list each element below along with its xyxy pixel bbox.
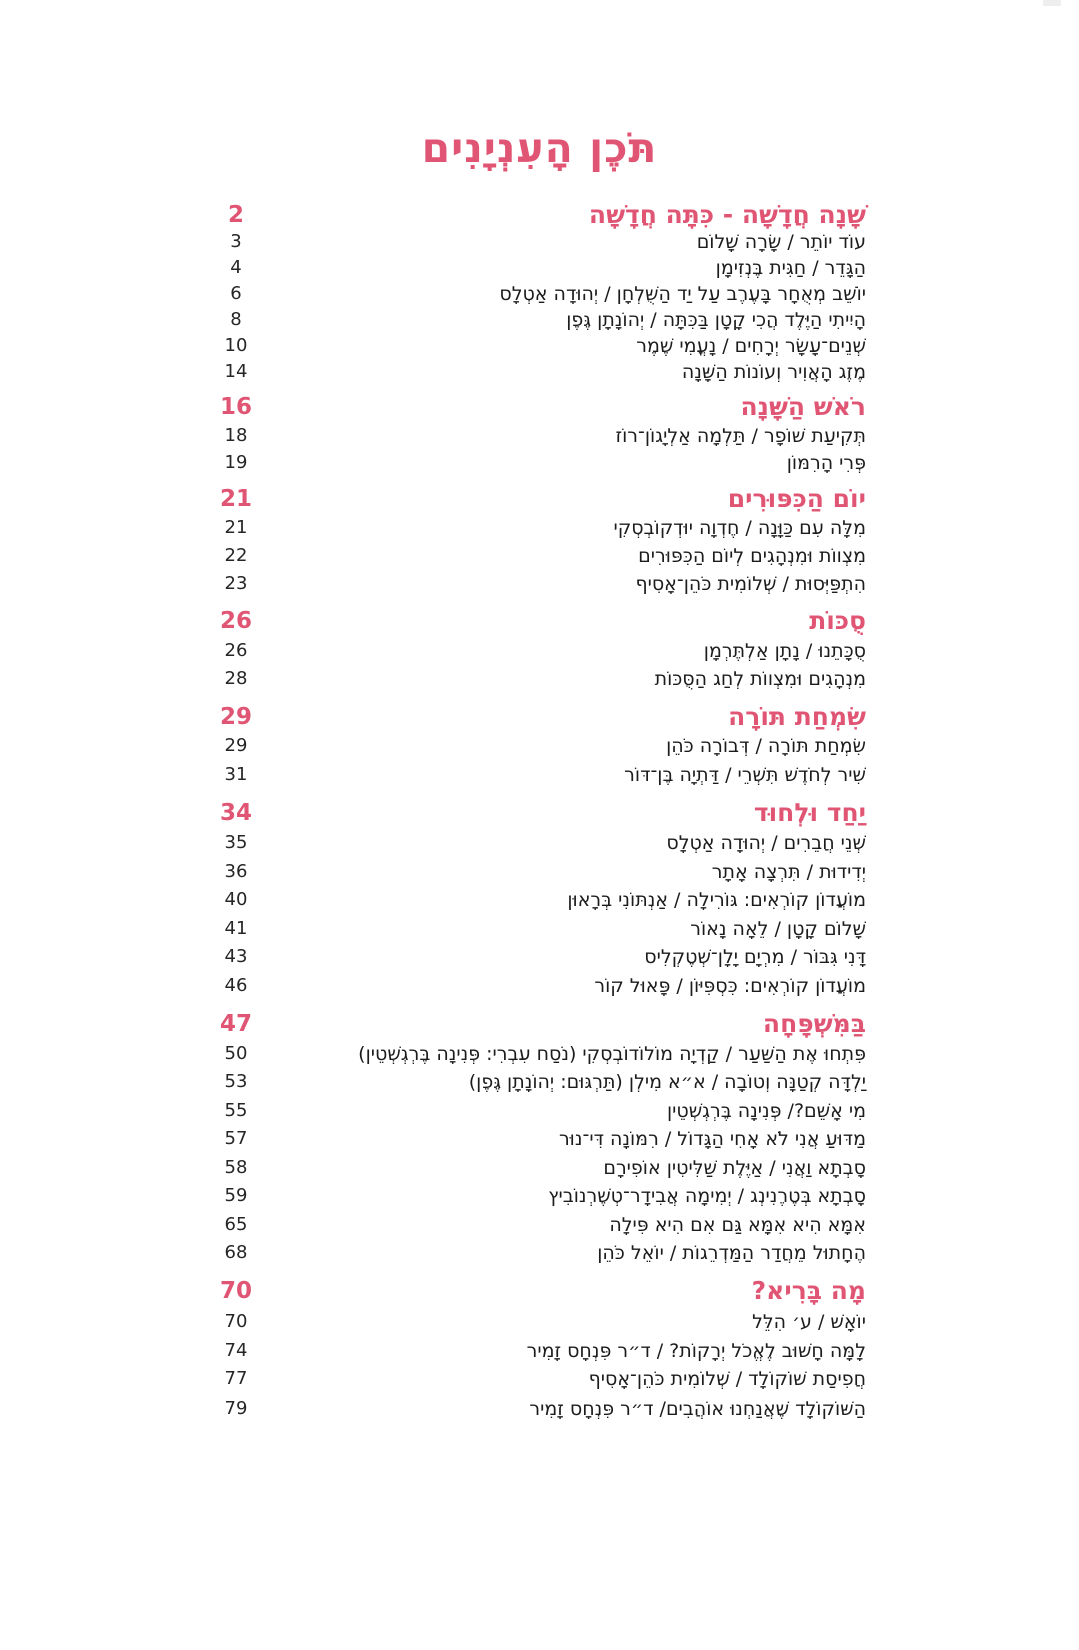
toc-entry-row (0, 885, 1079, 915)
toc-entry-row (0, 664, 1079, 694)
toc-entry-row (0, 357, 1079, 387)
entry-page-number: 23 (224, 573, 248, 594)
entry-title: הַשּׁוֹקוֹלָד שֶׁאֲנַחְנוּ אוֹהֲבִים/ ד״ר פִּנְחָס זָמִיר (529, 1398, 866, 1420)
entry-title: מוֹעֲדוֹן קוֹרְאִים: גּוֹרִילָה / אַנְתּוֹנִי בְּרָאוּן (567, 889, 866, 911)
entry-title: הָיִיתִי הַיֶּלֶד הֲכִי קָטָן בַּכִּתָּה / יְהוֹנָתָן גֶּפֶן (566, 309, 866, 331)
toc-entry-row (0, 541, 1079, 571)
toc-entry-row (0, 1039, 1079, 1069)
section-title: יַחַד וּלְחוּד (753, 798, 866, 827)
section-page-number: 34 (219, 800, 252, 826)
entry-title: שָׁלוֹם קָטָן / לֵאָה נָאוֹר (690, 918, 866, 940)
entry-title: שְׁנֵים־עָשָׂר יְרָחִים / נָעֳמִי שֶׁמֶר (636, 335, 866, 357)
entry-title: לָמָּה חָשׁוּב לֶאֱכֹל יְרָקוֹת? / ד״ר פִּנְחָס זָמִיר (526, 1340, 866, 1362)
entry-page-number: 68 (224, 1242, 248, 1263)
entry-page-number: 40 (224, 889, 248, 910)
entry-title: מִי אָשֵׁם?/ פְּנִינָה בֶּרְגְשְׁטֵין (666, 1100, 866, 1122)
entry-title: מִלָּה עִם כַּוָּנָה / חֶדְוָה יוּדְקוֹבְסְקִי (613, 517, 866, 539)
entry-title: הִתְפַּיְּסוּת / שְׁלוֹמִית כֹּהֵן־אָסִיף (635, 573, 866, 595)
toc-entry-row (0, 828, 1079, 858)
section-page-number: 16 (219, 394, 252, 420)
entry-page-number: 22 (224, 545, 248, 566)
section-title: שִׂמְחַת תּוֹרָה (728, 702, 866, 731)
entry-page-number: 70 (224, 1311, 248, 1332)
toc-entry-row (0, 1336, 1079, 1366)
entry-title: יוֹאָשׁ / ע׳ הִלֵּל (752, 1311, 866, 1333)
entry-page-number: 35 (224, 832, 248, 853)
entry-page-number: 41 (224, 918, 248, 939)
entry-page-number: 3 (230, 231, 242, 252)
entry-page-number: 65 (224, 1214, 248, 1235)
toc-entry-row (0, 448, 1079, 478)
entry-title: דָּנִי גִּבּוֹר / מִרְיָם יָלָן־שְׁטֶקְלִיס (644, 946, 866, 968)
entry-page-number: 55 (224, 1100, 248, 1121)
entry-page-number: 14 (224, 361, 248, 382)
entry-title: סֻכָּתֵנוּ / נָתָן אַלְתֶּרְמָן (703, 640, 866, 662)
section-page-number: 26 (219, 608, 252, 634)
entry-title: שִׂמְחַת תּוֹרָה / דְּבוֹרָה כֹּהֵן (666, 735, 866, 757)
entry-title: יוֹשֵׁב מְאֻחָר בָּעֶרֶב עַל יַד הַשֻּׁלְחָן / יְהוּדָה אַטְלָס (499, 283, 866, 305)
section-heading-row (0, 606, 1079, 636)
entry-page-number: 36 (224, 861, 248, 882)
toc-entry-row (0, 636, 1079, 666)
entry-page-number: 46 (224, 975, 248, 996)
entry-title: פְּרִי הָרִמּוֹן (786, 452, 866, 474)
entry-title: שִׁיר לְחֹדֶשׁ תִּשְׁרֵי / דַּתְיָה בֶּן־דּוֹר (624, 764, 866, 786)
entry-page-number: 8 (230, 309, 242, 330)
page-title: תֹּכֶן הָעִנְיָנִים (421, 124, 658, 172)
entry-title: הַגָּדֵר / חַגִּית בֶּנְזִימָן (715, 257, 866, 279)
section-page-number: 29 (219, 704, 252, 730)
section-title: סֻכּוֹת (809, 606, 866, 635)
section-title: יוֹם הַכִּפּוּרִים (727, 484, 866, 513)
entry-page-number: 4 (230, 257, 242, 278)
entry-page-number: 53 (224, 1071, 248, 1092)
entry-page-number: 59 (224, 1185, 248, 1206)
entry-title: יַלְדָּה קְטַנָּה וְטוֹבָה / א״א מִילְן (תַּרְגּוּם: יְהוֹנָתָן גֶּפֶן) (468, 1071, 866, 1093)
section-heading-row (0, 1009, 1079, 1039)
entry-title: מוֹעֲדוֹן קוֹרְאִים: כִּסְפִּיּוֹן / פָּאוּל קוֹר (594, 975, 866, 997)
entry-title: סָבְתָא וַאֲנִי / אַיֶּלֶת שַׁלִּיטִין אוֹפִירָם (603, 1157, 866, 1179)
entry-title: הֶחָתוּל מֵחֲדַר הַמַּדְרֵגוֹת / יוֹאֵל כֹּהֵן (597, 1242, 866, 1264)
toc-entry-row (0, 1096, 1079, 1126)
section-title: שָׁנָה חֲדָשָׁה - כִּתָּה חֲדָשָׁה (588, 200, 866, 229)
entry-page-number: 43 (224, 946, 248, 967)
toc-entry-row (0, 731, 1079, 761)
section-page-number: 21 (219, 486, 252, 512)
toc-entry-row (0, 421, 1079, 451)
toc-entry-row (0, 857, 1079, 887)
toc-entry-row (0, 1124, 1079, 1154)
section-heading-row (0, 392, 1079, 422)
section-title: בַּמִּשְׁפָּחָה (762, 1009, 866, 1038)
entry-page-number: 6 (230, 283, 242, 304)
entry-page-number: 18 (224, 425, 248, 446)
entry-page-number: 58 (224, 1157, 248, 1178)
toc-entry-row (0, 914, 1079, 944)
entry-title: סָבְתָא בְּטֶרֶנִינְג / יְמִימָה אֲבִידָר־טְשֶׁרְנוֹבִיץ (548, 1185, 866, 1207)
entry-page-number: 57 (224, 1128, 248, 1149)
entry-title: פִּתְחוּ אֶת הַשַּׁעַר / קַדְיָה מוֹלוֹדוֹבְסְקִי (נֹסַח עִבְרִי: פְּנִינָה בֶּרְגְשְׁטֵין) (358, 1043, 866, 1065)
toc-entry-row (0, 569, 1079, 599)
section-heading-row (0, 702, 1079, 732)
entry-page-number: 79 (224, 1398, 248, 1419)
entry-title: עוֹד יוֹתֵר / שָׂרָה שָׁלוֹם (696, 231, 866, 253)
toc-entry-row (0, 513, 1079, 543)
section-heading-row (0, 200, 1079, 230)
entry-title: יְדִידוּת / תִּרְצָה אָתָר (711, 861, 866, 883)
section-page-number: 47 (219, 1011, 252, 1037)
entry-page-number: 10 (224, 335, 248, 356)
toc-entry-row (0, 1364, 1079, 1394)
section-page-number: 70 (219, 1278, 252, 1304)
entry-page-number: 26 (224, 640, 248, 661)
entry-page-number: 29 (224, 735, 248, 756)
entry-page-number: 28 (224, 668, 248, 689)
toc-entry-row (0, 760, 1079, 790)
toc-entry-row (0, 942, 1079, 972)
entry-page-number: 21 (224, 517, 248, 538)
section-heading-row (0, 1276, 1079, 1306)
toc-entry-row (0, 1153, 1079, 1183)
entry-title: חֲפִיסַת שׁוֹקוֹלָד / שְׁלוֹמִית כֹּהֵן־אָסִיף (588, 1368, 866, 1390)
toc-entry-row (0, 1394, 1079, 1424)
entry-page-number: 50 (224, 1043, 248, 1064)
entry-title: מִנְהָגִים וּמִצְווֹת לְחַג הַסֻּכּוֹת (654, 668, 866, 690)
toc-entry-row (0, 1210, 1079, 1240)
entry-title: מֶזֶג הָאֲוִיר וְעוֹנוֹת הַשָּׁנָה (681, 361, 866, 383)
toc-entry-row (0, 1238, 1079, 1268)
entry-page-number: 31 (224, 764, 248, 785)
entry-title: אִמָּא הִיא אִמָּא גַּם אִם הִיא פִּילָה (609, 1214, 866, 1236)
entry-title: מִצְווֹת וּמִנְהָגִים לְיוֹם הַכִּפּוּרִים (638, 545, 866, 567)
section-title: מָה בָּרִיא? (751, 1276, 866, 1305)
entry-page-number: 74 (224, 1340, 248, 1361)
toc-entry-row (0, 1181, 1079, 1211)
entry-page-number: 19 (224, 452, 248, 473)
toc-entry-row (0, 1307, 1079, 1337)
section-page-number: 2 (227, 202, 244, 228)
entry-title: שְׁנֵי חֲבֵרִים / יְהוּדָה אַטְלָס (666, 832, 866, 854)
section-title: רֹאשׁ הַשָּׁנָה (740, 392, 866, 421)
entry-title: מַדּוּעַ אֲנִי לֹא אָחִי הַגָּדוֹל / רִמּוֹנָה דִּי־נוּר (558, 1128, 866, 1150)
toc-entry-row (0, 1067, 1079, 1097)
section-heading-row (0, 798, 1079, 828)
toc-entry-row (0, 971, 1079, 1001)
entry-page-number: 77 (224, 1368, 248, 1389)
entry-title: תְּקִיעַת שׁוֹפָר / תַּלְמָה אַלְיָגוֹן־רוֹז (615, 425, 866, 447)
section-heading-row (0, 484, 1079, 514)
